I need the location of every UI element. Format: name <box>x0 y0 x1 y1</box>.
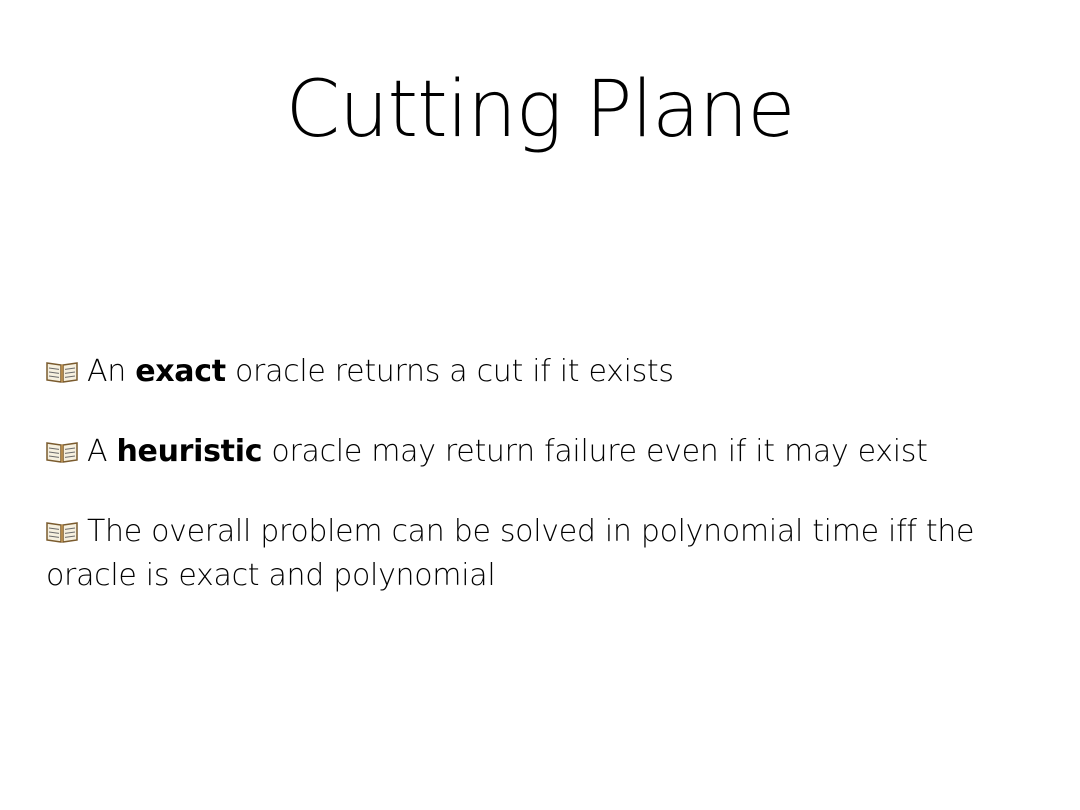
bullet-item <box>46 350 1036 394</box>
bullet-item <box>46 510 1036 598</box>
bullet-text-post: oracle returns a cut if it exists <box>225 354 674 389</box>
bullet-text-post: oracle may return failure even if it may exist <box>262 434 928 469</box>
bullet-list <box>46 350 1036 634</box>
slide-title: Cutting Plane <box>285 65 795 155</box>
open-book-icon <box>46 439 78 463</box>
bullet-item <box>46 430 1036 474</box>
bullet-text-bold: exact <box>135 354 226 389</box>
bullet-text-pre: The overall problem can be solved in polynomial time iff the oracle is exact and polynomial <box>46 514 975 593</box>
bullet-text-pre: An <box>87 354 136 389</box>
open-book-icon <box>46 519 78 543</box>
bullet-text-pre: A <box>87 434 117 469</box>
bullet-text-bold: heuristic <box>116 434 263 469</box>
open-book-icon <box>46 359 78 383</box>
